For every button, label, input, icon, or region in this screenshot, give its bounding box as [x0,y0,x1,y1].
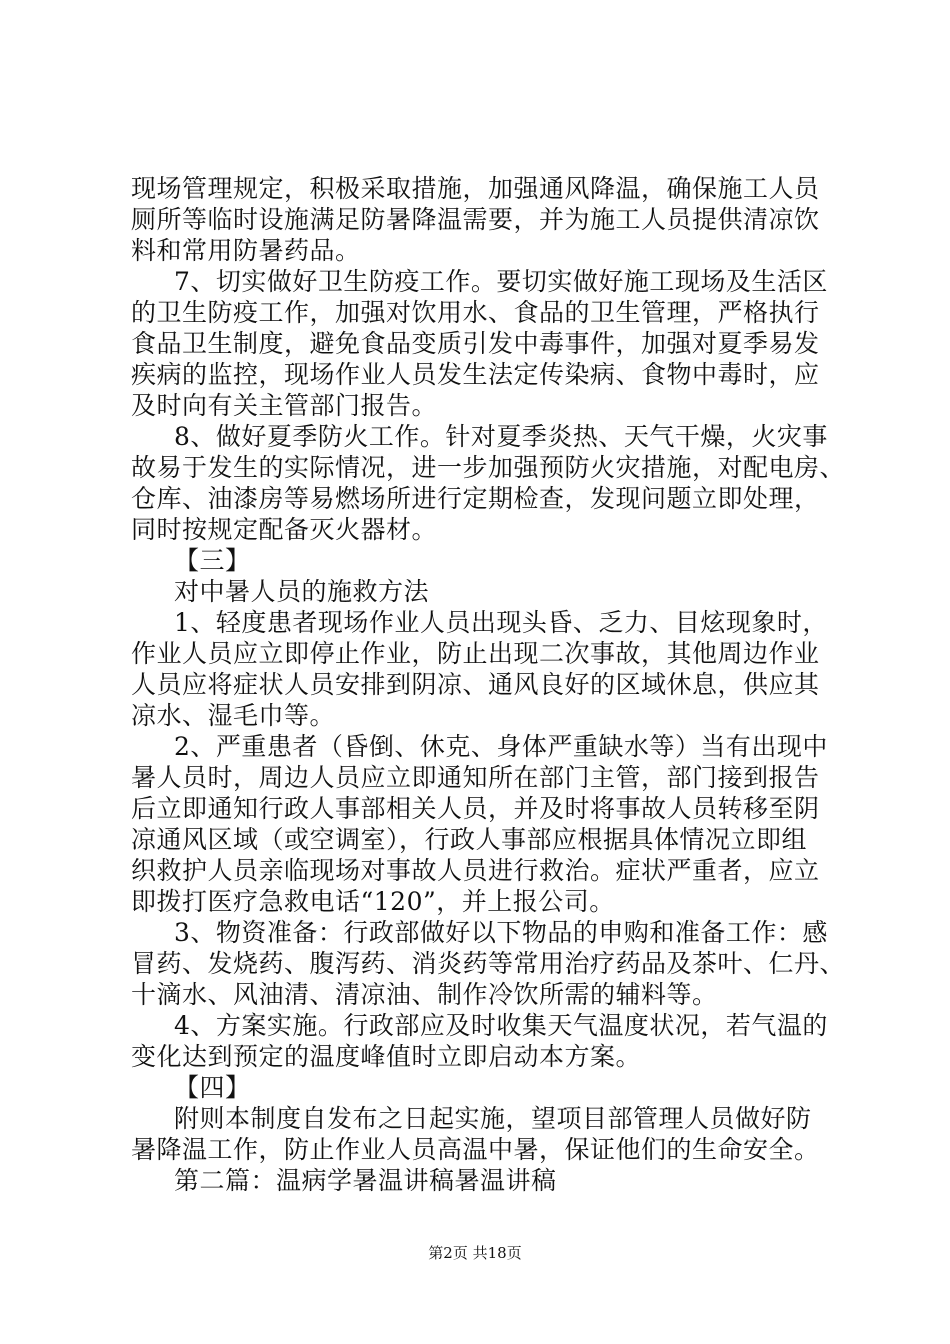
text-line: 3、物资准备：行政部做好以下物品的申购和准备工作：感 [174,918,828,947]
text-line: 故易于发生的实际情况，进一步加强预防火灾措施，对配电房、 [131,453,846,482]
text-line: 变化达到预定的温度峰值时立即启动本方案。 [131,1042,642,1071]
section-heading: 【四】 [174,1073,251,1102]
text-line: 同时按规定配备灭火器材。 [131,515,438,544]
text-line: 2、严重患者（昏倒、休克、身体严重缺水等）当有出现中 [174,732,828,761]
text-line: 暑人员时，周边人员应立即通知所在部门主管，部门接到报告 [131,763,820,792]
text-line: 冒药、发烧药、腹泻药、消炎药等常用治疗药品及茶叶、仁丹、 [131,949,846,978]
text-line: 作业人员应立即停止作业，防止出现二次事故，其他周边作业 [131,639,820,668]
text-line: 十滴水、风油清、清凉油、制作冷饮所需的辅料等。 [131,980,718,1009]
text-line: 织救护人员亲临现场对事故人员进行救治。症状严重者，应立 [131,856,820,885]
text-line: 后立即通知行政人事部相关人员，并及时将事故人员转移至阴 [131,794,820,823]
text-line: 8、做好夏季防火工作。针对夏季炎热、天气干燥，火灾事 [174,422,828,451]
text-line: 1、轻度患者现场作业人员出现头昏、乏力、目炫现象时， [174,608,828,637]
text-line: 疾病的监控，现场作业人员发生法定传染病、食物中毒时，应 [131,360,820,389]
text-line: 现场管理规定，积极采取措施，加强通风降温，确保施工人员 [131,174,820,203]
subheading: 对中暑人员的施救方法 [174,577,430,606]
text-line: 4、方案实施。行政部应及时收集天气温度状况，若气温的 [174,1011,828,1040]
text-line: 的卫生防疫工作，加强对饮用水、食品的卫生管理，严格执行 [131,298,820,327]
text-line: 凉通风区域（或空调室），行政人事部应根据具体情况立即组 [131,825,808,854]
text-line: 人员应将症状人员安排到阴凉、通风良好的区域休息，供应其 [131,670,820,699]
text-line: 仓库、油漆房等易燃场所进行定期检查，发现问题立即处理， [131,484,820,513]
section-heading: 【三】 [174,546,251,575]
text-line: 料和常用防暑药品。 [131,236,361,265]
text-line: 附则本制度自发布之日起实施，望项目部管理人员做好防 [174,1104,812,1133]
text-line: 即拨打医疗急救电话“120”，并上报公司。 [131,887,615,916]
text-line: 暑降温工作，防止作业人员高温中暑，保证他们的生命安全。 [131,1135,820,1164]
text-line: 食品卫生制度，避免食品变质引发中毒事件，加强对夏季易发 [131,329,820,358]
text-line: 凉水、湿毛巾等。 [131,701,336,730]
text-line: 及时向有关主管部门报告。 [131,391,438,420]
page-number-footer: 第2页 共18页 [428,1244,522,1262]
text-line: 7、切实做好卫生防疫工作。要切实做好施工现场及生活区 [174,267,828,296]
text-line: 厕所等临时设施满足防暑降温需要，并为施工人员提供清凉饮 [131,205,820,234]
chapter-title: 第二篇：温病学暑温讲稿暑温讲稿 [174,1166,557,1195]
